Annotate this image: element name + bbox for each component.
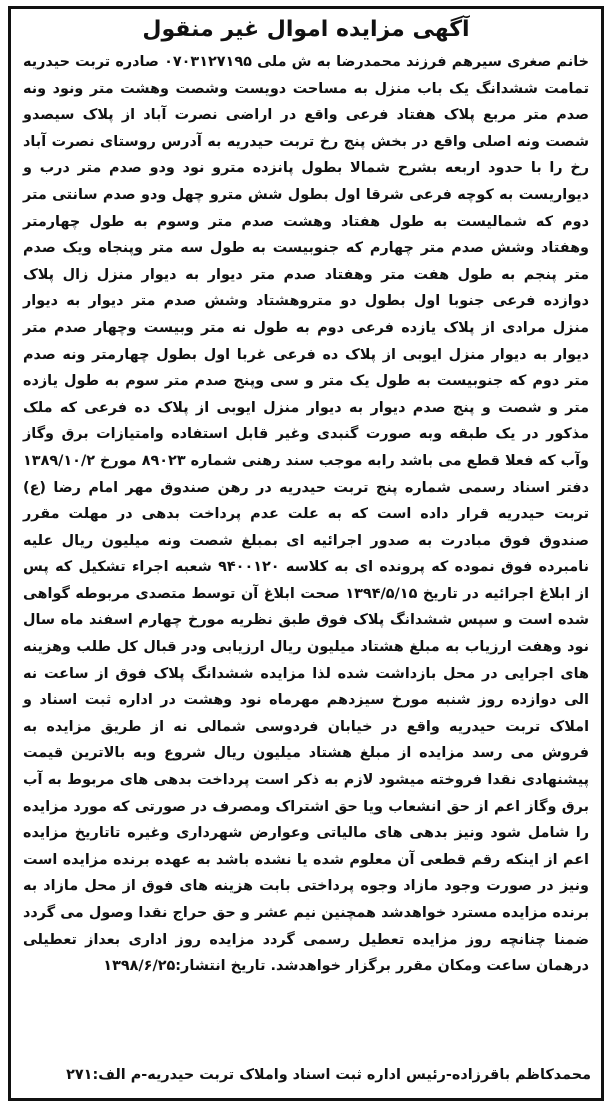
notice-signature: محمدکاظم باقرزاده-رئیس اداره ثبت اسناد واملاک تربت حیدریه-م الف:۲۷۱: [66, 1067, 591, 1083]
notice-body: خانم صغری سیرهم فرزند محمدرضا به ش ملی ۰۷۰۳۱۲۷۱۹۵ صادره تربت حیدریه تمامت ششدانگ یک باب منزل به مساحت دویست وشصت وهشت متر ونود ونه صدم متر مربع پلاک هفتاد فرعی واقع در اراضی نصرت آباد از پلاک سیصدو شصت ونه اصلی واقع در بخش پنج رخ تربت حیدریه به آدرس روستای نصرت آباد رخ را با حدود اربعه بشرح شمالا بطول پانزده مترو نود ودو صدم متر درب و دیواریست به کوچه فرعی شرقا اول بطول شش مترو چهل ودو صدم سانتی متر دوم که شمالیست به طول هفتاد وهشت صدم متر وسوم به طول چهارمتر وهفتاد وشش صدم متر چهارم که جنوبیست به طول سه متر وپنجاه ویک صدم متر پنجم به طول هفت متر وهفتاد صدم متر دیوار به دیوار منزل زال پلاک دوازده فرعی جنوبا اول بطول دو متروهشتاد وشش صدم متر دیوار به دیوار منزل مرادی از پلاک یازده فرعی دوم به طول نه متر وبیست وچهار صدم متر دیوار به دیوار منزل ایوبی از پلاک ده فرعی غربا اول بطول چهارمتر ونه صدم متر دوم که جنوبیست به طول یک متر و سی وپنج صدم متر سوم به طول یازده متر و شصت و پنج صدم دیوار به دیوار منزل ایوبی از پلاک ده فرعی که ملک مذکور در یک طبقه وبه صورت گنبدی وغیر قابل استفاده وامتیازات برق وگاز وآب که فعلا قطع می باشد رابه موجب سند رهنی شماره ۸۹۰۲۳ مورخ ۱۳۸۹/۱۰/۲ دفتر اسناد رسمی شماره پنج تربت حیدریه در رهن صندوق مهر امام رضا (ع) تربت حیدریه قرار داده است که به علت عدم پرداخت بدهی در مهلت مقرر صندوق فوق مبادرت به صدور اجرائیه ای بمبلغ شصت ونه میلیون ریال علیه نامبرده فوق نموده که پرونده ای به کلاسه ۹۴۰۰۱۲۰ شعبه اجراء تشکیل که پس از ابلاغ اجرائیه در تاریخ ۱۳۹۴/۵/۱۵ صحت ابلاغ آن توسط متصدی مربوطه گواهی شده است و سپس ششدانگ پلاک فوق طبق نظریه مورخ چهارم اسفند ماه سال نود وهفت ارزیاب به مبلغ هشتاد میلیون ریال ارزیابی ودر قبال کل طلب وهزینه های اجرایی در محل بازداشت شده لذا مزایده ششدانگ پلاک فوق از ساعت نه الی دوازده روز شنبه مورخ سیزدهم مهرماه نود وهشت در اداره ثبت اسناد و املاک تربت حیدریه واقع در خیابان فردوسی شمالی نه از طریق مزایده به فروش می رسد مزایده از مبلغ هشتاد میلیون ریال شروع وبه بالاترین قیمت پیشنهادی نقدا فروخته میشود لازم به ذکر است پرداخت بدهی های مربوط به آب برق وگاز اعم از حق انشعاب ویا حق اشتراک ومصرف در صورتی که مورد مزایده را شامل شود ونیز بدهی های مالیاتی وعوارض شهرداری وغیره تاتاریخ مزایده اعم از اینکه رقم قطعی آن معلوم شده یا نشده باشد به عهده برنده مزایده است ونیز در صورت وجود مازاد وجوه پرداختی بابت هزینه های فوق از محل مازاد به برنده مزایده مسترد خواهدشد همچنین نیم عشر و حق حراج نقدا وصول می گردد ضمنا چنانچه روز مزایده تعطیل رسمی گردد مزایده روز اداری بعداز تعطیلی درهمان ساعت ومکان مقرر برگزار خواهدشد. تاریخ انتشار:۱۳۹۸/۶/۲۵: [23, 54, 590, 975]
notice-frame: [8, 6, 604, 1101]
notice-title: آگهی مزایده اموال غیر منقول: [142, 17, 470, 42]
